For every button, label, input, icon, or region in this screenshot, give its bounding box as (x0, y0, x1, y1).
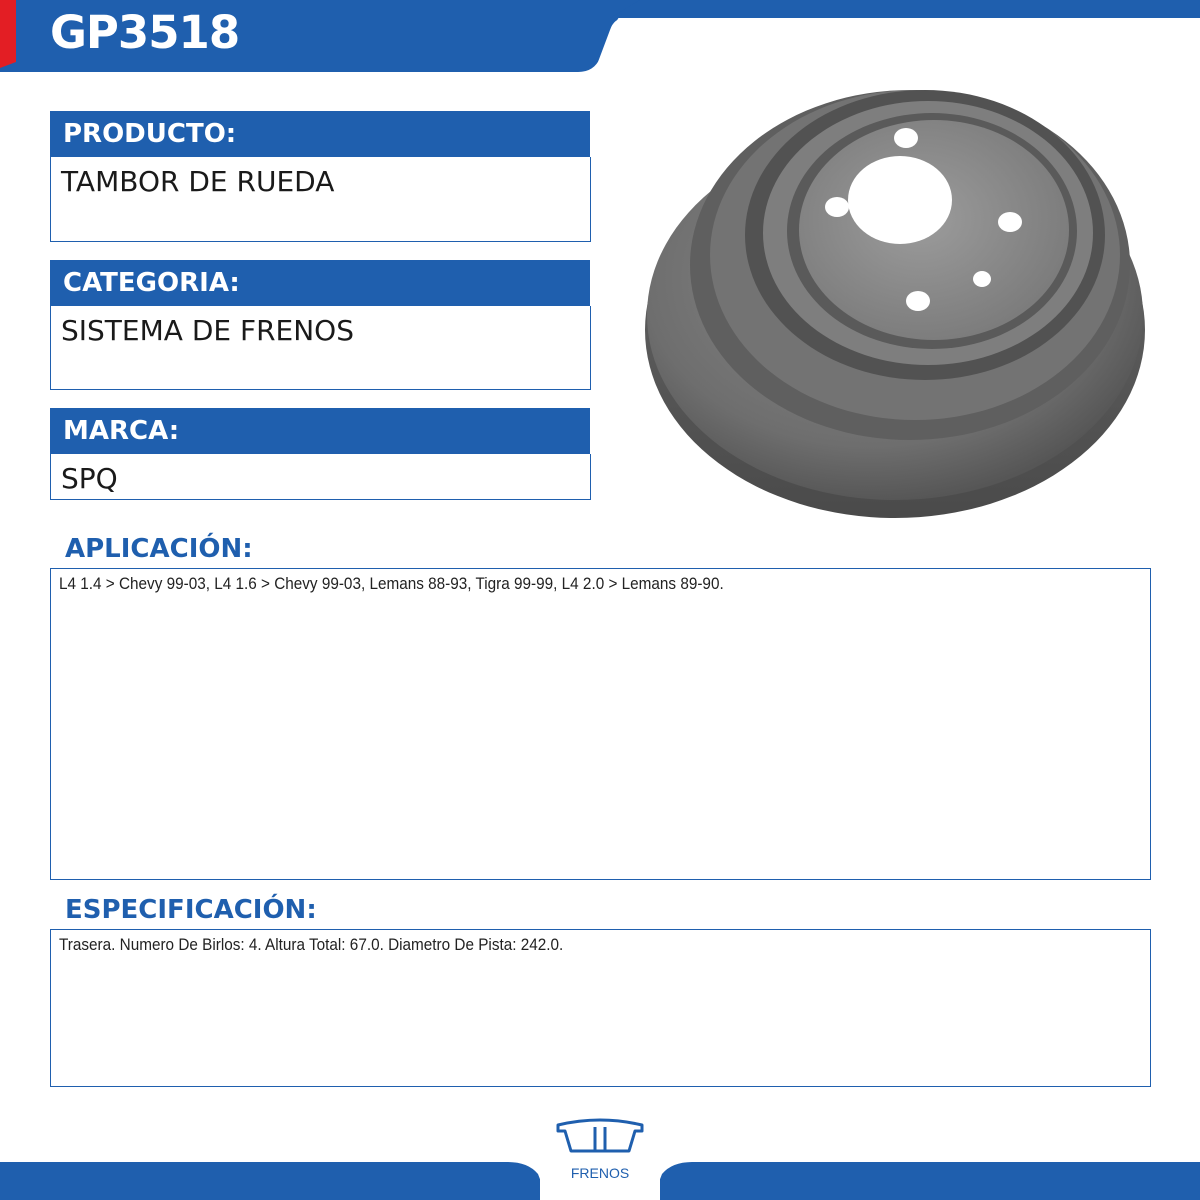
red-accent-stripe (0, 0, 16, 68)
brake-drum-image (640, 65, 1150, 525)
producto-value: TAMBOR DE RUEDA (50, 157, 591, 242)
categoria-value: SISTEMA DE FRENOS (50, 306, 591, 390)
brake-pad-icon (555, 1115, 645, 1157)
aplicacion-title: APLICACIÓN: (65, 534, 253, 564)
categoria-label: CATEGORIA: (50, 260, 590, 306)
footer-category-label: FRENOS (570, 1165, 630, 1181)
especificacion-title: ESPECIFICACIÓN: (65, 895, 317, 925)
marca-label: MARCA: (50, 408, 590, 454)
part-number-title: GP3518 (50, 6, 240, 59)
especificacion-box (50, 929, 1151, 1087)
marca-value: SPQ (50, 454, 591, 500)
especificacion-text: Trasera. Numero De Birlos: 4. Altura Total: 67.0. Diametro De Pista: 242.0. (59, 935, 564, 954)
producto-label: PRODUCTO: (50, 111, 590, 157)
aplicacion-text: L4 1.4 > Chevy 99-03, L4 1.6 > Chevy 99-03, Lemans 88-93, Tigra 99-99, L4 2.0 > Lemans 89-90. (59, 574, 724, 593)
aplicacion-box (50, 568, 1151, 880)
